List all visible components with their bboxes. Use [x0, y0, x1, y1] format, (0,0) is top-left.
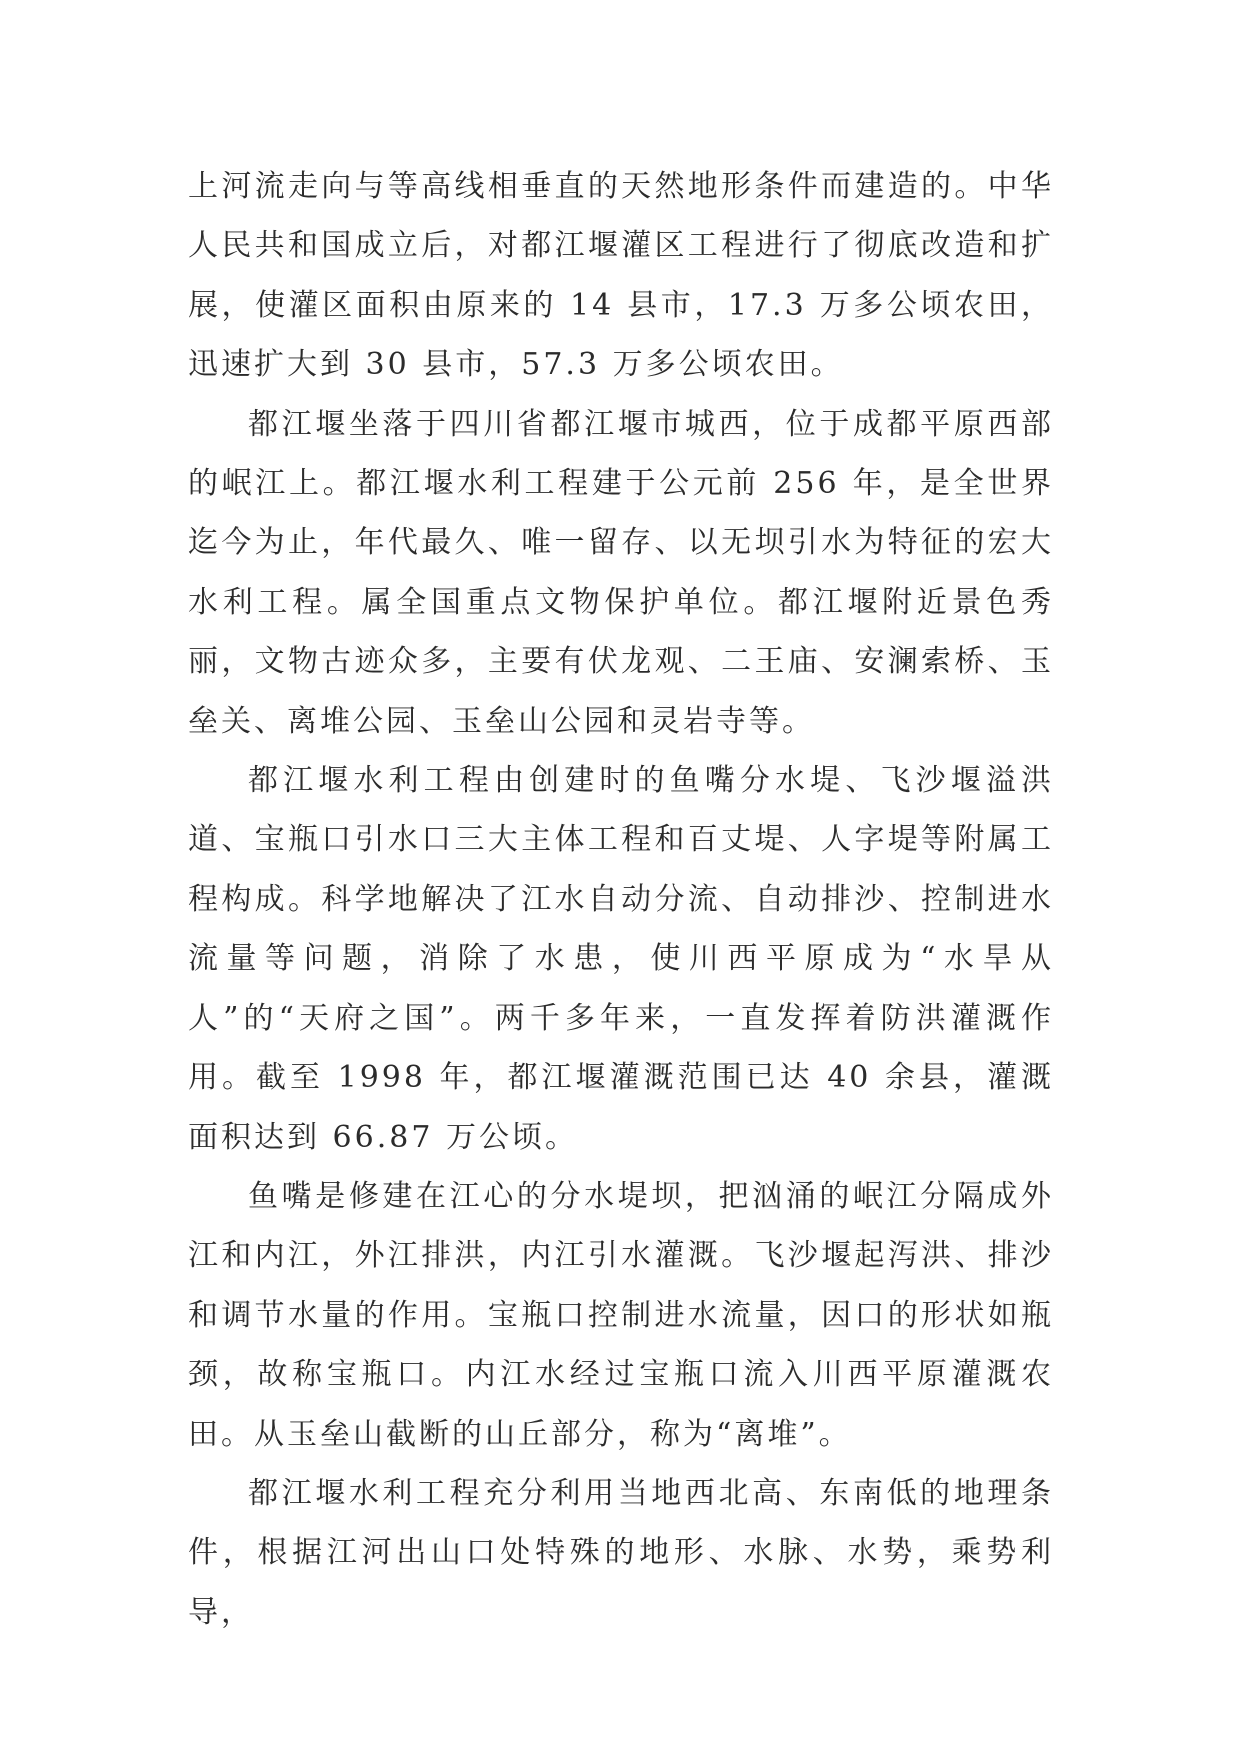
paragraph-4: 鱼嘴是修建在江心的分水堤坝，把汹涌的岷江分隔成外江和内江，外江排洪，内江引水灌溉。飞沙堰起泻洪、排沙和调节水量的作用。宝瓶口控制进水流量，因口的形状如瓶颈，故称宝瓶口。内江水经过宝瓶口流入川西平原灌溉农田。从玉垒山截断的山丘部分，称为“离堆”。: [188, 1178, 1054, 1452]
paragraph-3: 都江堰水利工程由创建时的鱼嘴分水堤、飞沙堰溢洪道、宝瓶口引水口三大主体工程和百丈堤、人字堤等附属工程构成。科学地解决了江水自动分流、自动排沙、控制进水流量等问题，消除了水患，使川西平原成为“水旱从人”的“天府之国”。两千多年来，一直发挥着防洪灌溉作用。截至 1998 年，都江堰灌溉范围已达 40 余县，灌溉面积达到 66.87 万公顷。: [188, 763, 1054, 1155]
paragraph-2: 都江堰坐落于四川省都江堰市城西，位于成都平原西部的岷江上。都江堰水利工程建于公元前 256 年，是全世界迄今为止，年代最久、唯一留存、以无坝引水为特征的宏大水利工程。属全国重点文物保护单位。都江堰附近景色秀丽，文物古迹众多，主要有伏龙观、二王庙、安澜索桥、玉垒关、离堆公园、玉垒山公园和灵岩寺等。: [188, 406, 1054, 739]
paragraph-5: 都江堰水利工程充分利用当地西北高、东南低的地理条件，根据江河出山口处特殊的地形、水脉、水势，乘势利导，: [188, 1475, 1054, 1630]
article-body: [188, 157, 1054, 1642]
paragraph-1: 上河流走向与等高线相垂直的天然地形条件而建造的。中华人民共和国成立后，对都江堰灌区工程进行了彻底改造和扩展，使灌区面积由原来的 14 县市，17.3 万多公顷农田，迅速扩大到 30 县市，57.3 万多公顷农田。: [188, 169, 1054, 383]
